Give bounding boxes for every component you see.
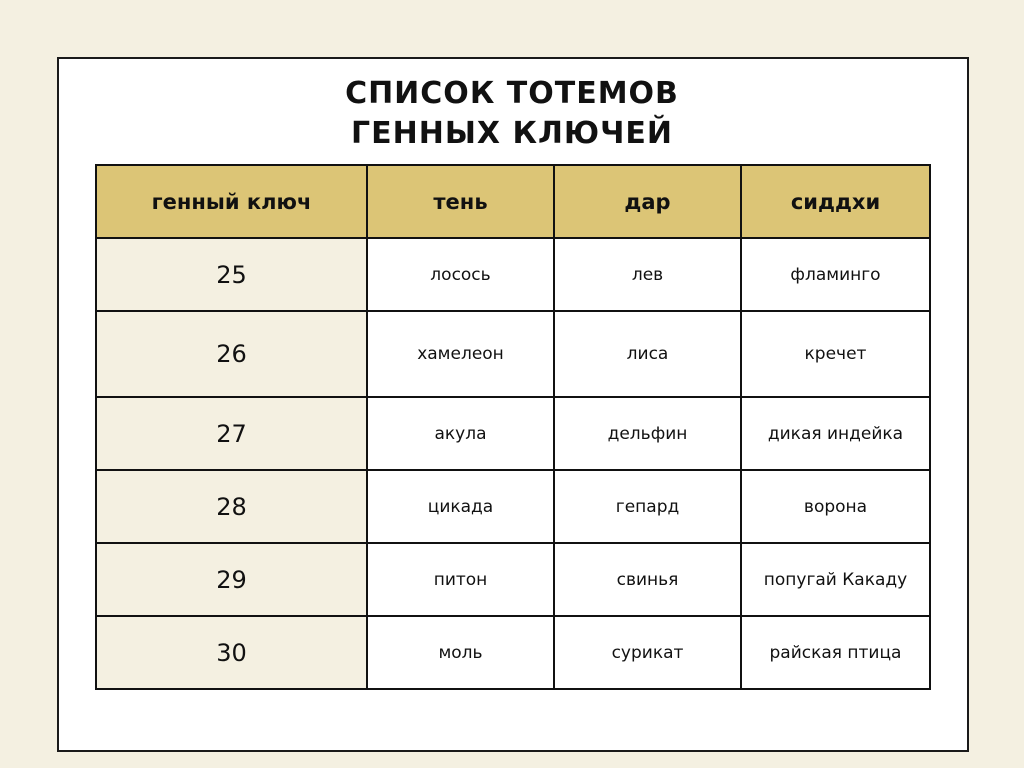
gene-key-cell: 30: [96, 616, 367, 689]
column-header-shadow: тень: [367, 165, 554, 238]
shadow-cell: хамелеон: [367, 311, 554, 397]
gift-cell: сурикат: [554, 616, 741, 689]
siddhi-cell: дикая индейка: [741, 397, 930, 470]
siddhi-cell: попугай Какаду: [741, 543, 930, 616]
table-header-row: [96, 165, 930, 238]
gift-cell: лиса: [554, 311, 741, 397]
shadow-cell: акула: [367, 397, 554, 470]
gift-cell: свинья: [554, 543, 741, 616]
shadow-cell: моль: [367, 616, 554, 689]
siddhi-cell: фламинго: [741, 238, 930, 311]
table-row: [96, 616, 930, 689]
table-row: [96, 397, 930, 470]
shadow-cell: питон: [367, 543, 554, 616]
column-header-siddhi: сиддхи: [741, 165, 930, 238]
gene-key-cell: 27: [96, 397, 367, 470]
shadow-cell: лосось: [367, 238, 554, 311]
gift-cell: гепард: [554, 470, 741, 543]
title-line-2: ГЕННЫХ КЛЮЧЕЙ: [351, 116, 673, 151]
siddhi-cell: кречет: [741, 311, 930, 397]
table-row: [96, 470, 930, 543]
gene-key-cell: 29: [96, 543, 367, 616]
page-title: [0, 74, 1024, 154]
table-row: [96, 543, 930, 616]
totems-table: [95, 164, 931, 690]
table-row: [96, 311, 930, 397]
gene-key-cell: 25: [96, 238, 367, 311]
gift-cell: дельфин: [554, 397, 741, 470]
table-row: [96, 238, 930, 311]
siddhi-cell: райская птица: [741, 616, 930, 689]
gene-key-cell: 26: [96, 311, 367, 397]
title-line-1: СПИСОК ТОТЕМОВ: [345, 76, 679, 111]
shadow-cell: цикада: [367, 470, 554, 543]
column-header-gene-key: генный ключ: [96, 165, 367, 238]
gene-key-cell: 28: [96, 470, 367, 543]
siddhi-cell: ворона: [741, 470, 930, 543]
column-header-gift: дар: [554, 165, 741, 238]
gift-cell: лев: [554, 238, 741, 311]
